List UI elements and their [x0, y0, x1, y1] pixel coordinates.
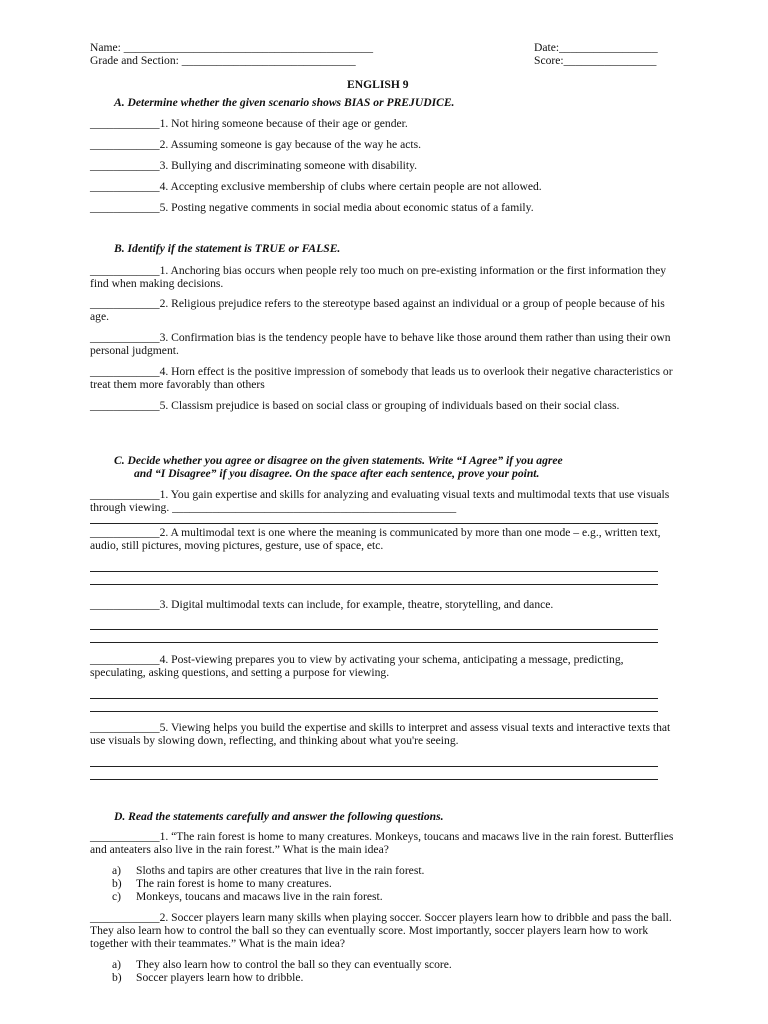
section-a-item-1[interactable]: ____________1. Not hiring someone because of their age or gender.: [90, 117, 408, 130]
section-d-question-2[interactable]: ____________2. Soccer players learn many skills when playing soccer. Soccer players learn how to dribble and pass the ball. They also learn how to control the ball so they can eventually score. Most importantly, soccer players learn how to work together with their teammates.” What is the main idea?: [90, 911, 672, 950]
answer-line[interactable]: [90, 571, 658, 572]
section-d-question-1[interactable]: ____________1. “The rain forest is home to many creatures. Monkeys, toucans and macaws live in the rain forest. Butterflies and anteaters also live in the rain forest.” What is the main idea?: [90, 830, 674, 856]
section-b-item-4[interactable]: ____________4. Horn effect is the positive impression of somebody that leads us to overlook their negative characteristics or treat them more favorably than others: [90, 365, 673, 391]
q1-option-b[interactable]: [112, 877, 332, 890]
section-c-item-2[interactable]: ____________2. A multimodal text is one where the meaning is communicated by more than one mode – e.g., written text, audio, still pictures, moving pictures, gesture, use of space, etc.: [90, 526, 661, 552]
q1-option-c[interactable]: [112, 890, 383, 903]
answer-line[interactable]: [90, 711, 658, 712]
answer-line[interactable]: [90, 523, 658, 524]
answer-line[interactable]: [90, 642, 658, 643]
answer-line[interactable]: [90, 766, 658, 767]
q2-option-b[interactable]: [112, 971, 303, 984]
section-b-item-3[interactable]: ____________3. Confirmation bias is the tendency people have to behave like those around them rather than using their own personal judgment.: [90, 331, 671, 357]
name-field[interactable]: Name: ___________________________________________: [90, 41, 374, 54]
option-text: They also learn how to control the ball so they can eventually score.: [136, 958, 452, 971]
answer-line[interactable]: [90, 584, 658, 585]
section-b-item-2[interactable]: ____________2. Religious prejudice refers to the stereotype based against an individual or a group of people because of his age.: [90, 297, 665, 323]
option-text: Sloths and tapirs are other creatures that live in the rain forest.: [136, 864, 425, 877]
q1-option-a[interactable]: [112, 864, 424, 877]
section-b-item-5[interactable]: ____________5. Classism prejudice is based on social class or grouping of individuals based on their social class.: [90, 399, 620, 412]
answer-line[interactable]: [90, 698, 658, 699]
option-label: a): [112, 864, 122, 877]
option-text: The rain forest is home to many creatures.: [136, 877, 332, 890]
section-a-heading: A. Determine whether the given scenario shows BIAS or PREJUDICE.: [114, 96, 455, 109]
q2-option-a[interactable]: [112, 958, 452, 971]
section-c-item-4[interactable]: ____________4. Post-viewing prepares you to view by activating your schema, anticipating a message, predicting, speculating, asking questions, and setting a purpose for viewing.: [90, 653, 624, 679]
option-text: Monkeys, toucans and macaws live in the rain forest.: [136, 890, 383, 903]
option-text: Soccer players learn how to dribble.: [136, 971, 304, 984]
section-c-heading-line-1: C. Decide whether you agree or disagree on the given statements. Write “I Agree” if you agree: [114, 454, 563, 467]
score-field[interactable]: Score:________________: [534, 54, 657, 67]
section-c-heading-line-2: and “I Disagree” if you disagree. On the space after each sentence, prove your point.: [134, 467, 540, 480]
section-a-item-3[interactable]: ____________3. Bullying and discriminating someone with disability.: [90, 159, 418, 172]
option-label: a): [112, 958, 122, 971]
option-label: c): [112, 890, 122, 903]
section-c-item-5[interactable]: ____________5. Viewing helps you build the expertise and skills to interpret and assess visual texts and interactive texts that use visuals by slowing down, reflecting, and thinking about what you're seeing.: [90, 721, 671, 747]
section-c-item-3[interactable]: ____________3. Digital multimodal texts can include, for example, theatre, storytelling, and dance.: [90, 598, 554, 611]
section-a-item-5[interactable]: ____________5. Posting negative comments in social media about economic status of a family.: [90, 201, 534, 214]
section-a-item-2[interactable]: ____________2. Assuming someone is gay because of the way he acts.: [90, 138, 422, 151]
section-b-heading: B. Identify if the statement is TRUE or FALSE.: [114, 242, 341, 255]
section-d-heading: D. Read the statements carefully and answer the following questions.: [114, 810, 444, 823]
section-a-item-4[interactable]: ____________4. Accepting exclusive membership of clubs where certain people are not allowed.: [90, 180, 542, 193]
date-field[interactable]: Date:_________________: [534, 41, 658, 54]
answer-line[interactable]: [90, 629, 658, 630]
answer-line[interactable]: [90, 779, 658, 780]
option-label: b): [112, 971, 122, 984]
page-title: ENGLISH 9: [347, 78, 409, 91]
section-b-item-1[interactable]: ____________1. Anchoring bias occurs when people rely too much on pre-existing information or the first information they find when making decisions.: [90, 264, 667, 290]
grade-section-field[interactable]: Grade and Section: ______________________________: [90, 54, 356, 67]
option-label: b): [112, 877, 122, 890]
section-c-item-1[interactable]: ____________1. You gain expertise and skills for analyzing and evaluating visual texts and multimodal texts that use visuals through viewing. _________________________________________________: [90, 488, 670, 514]
